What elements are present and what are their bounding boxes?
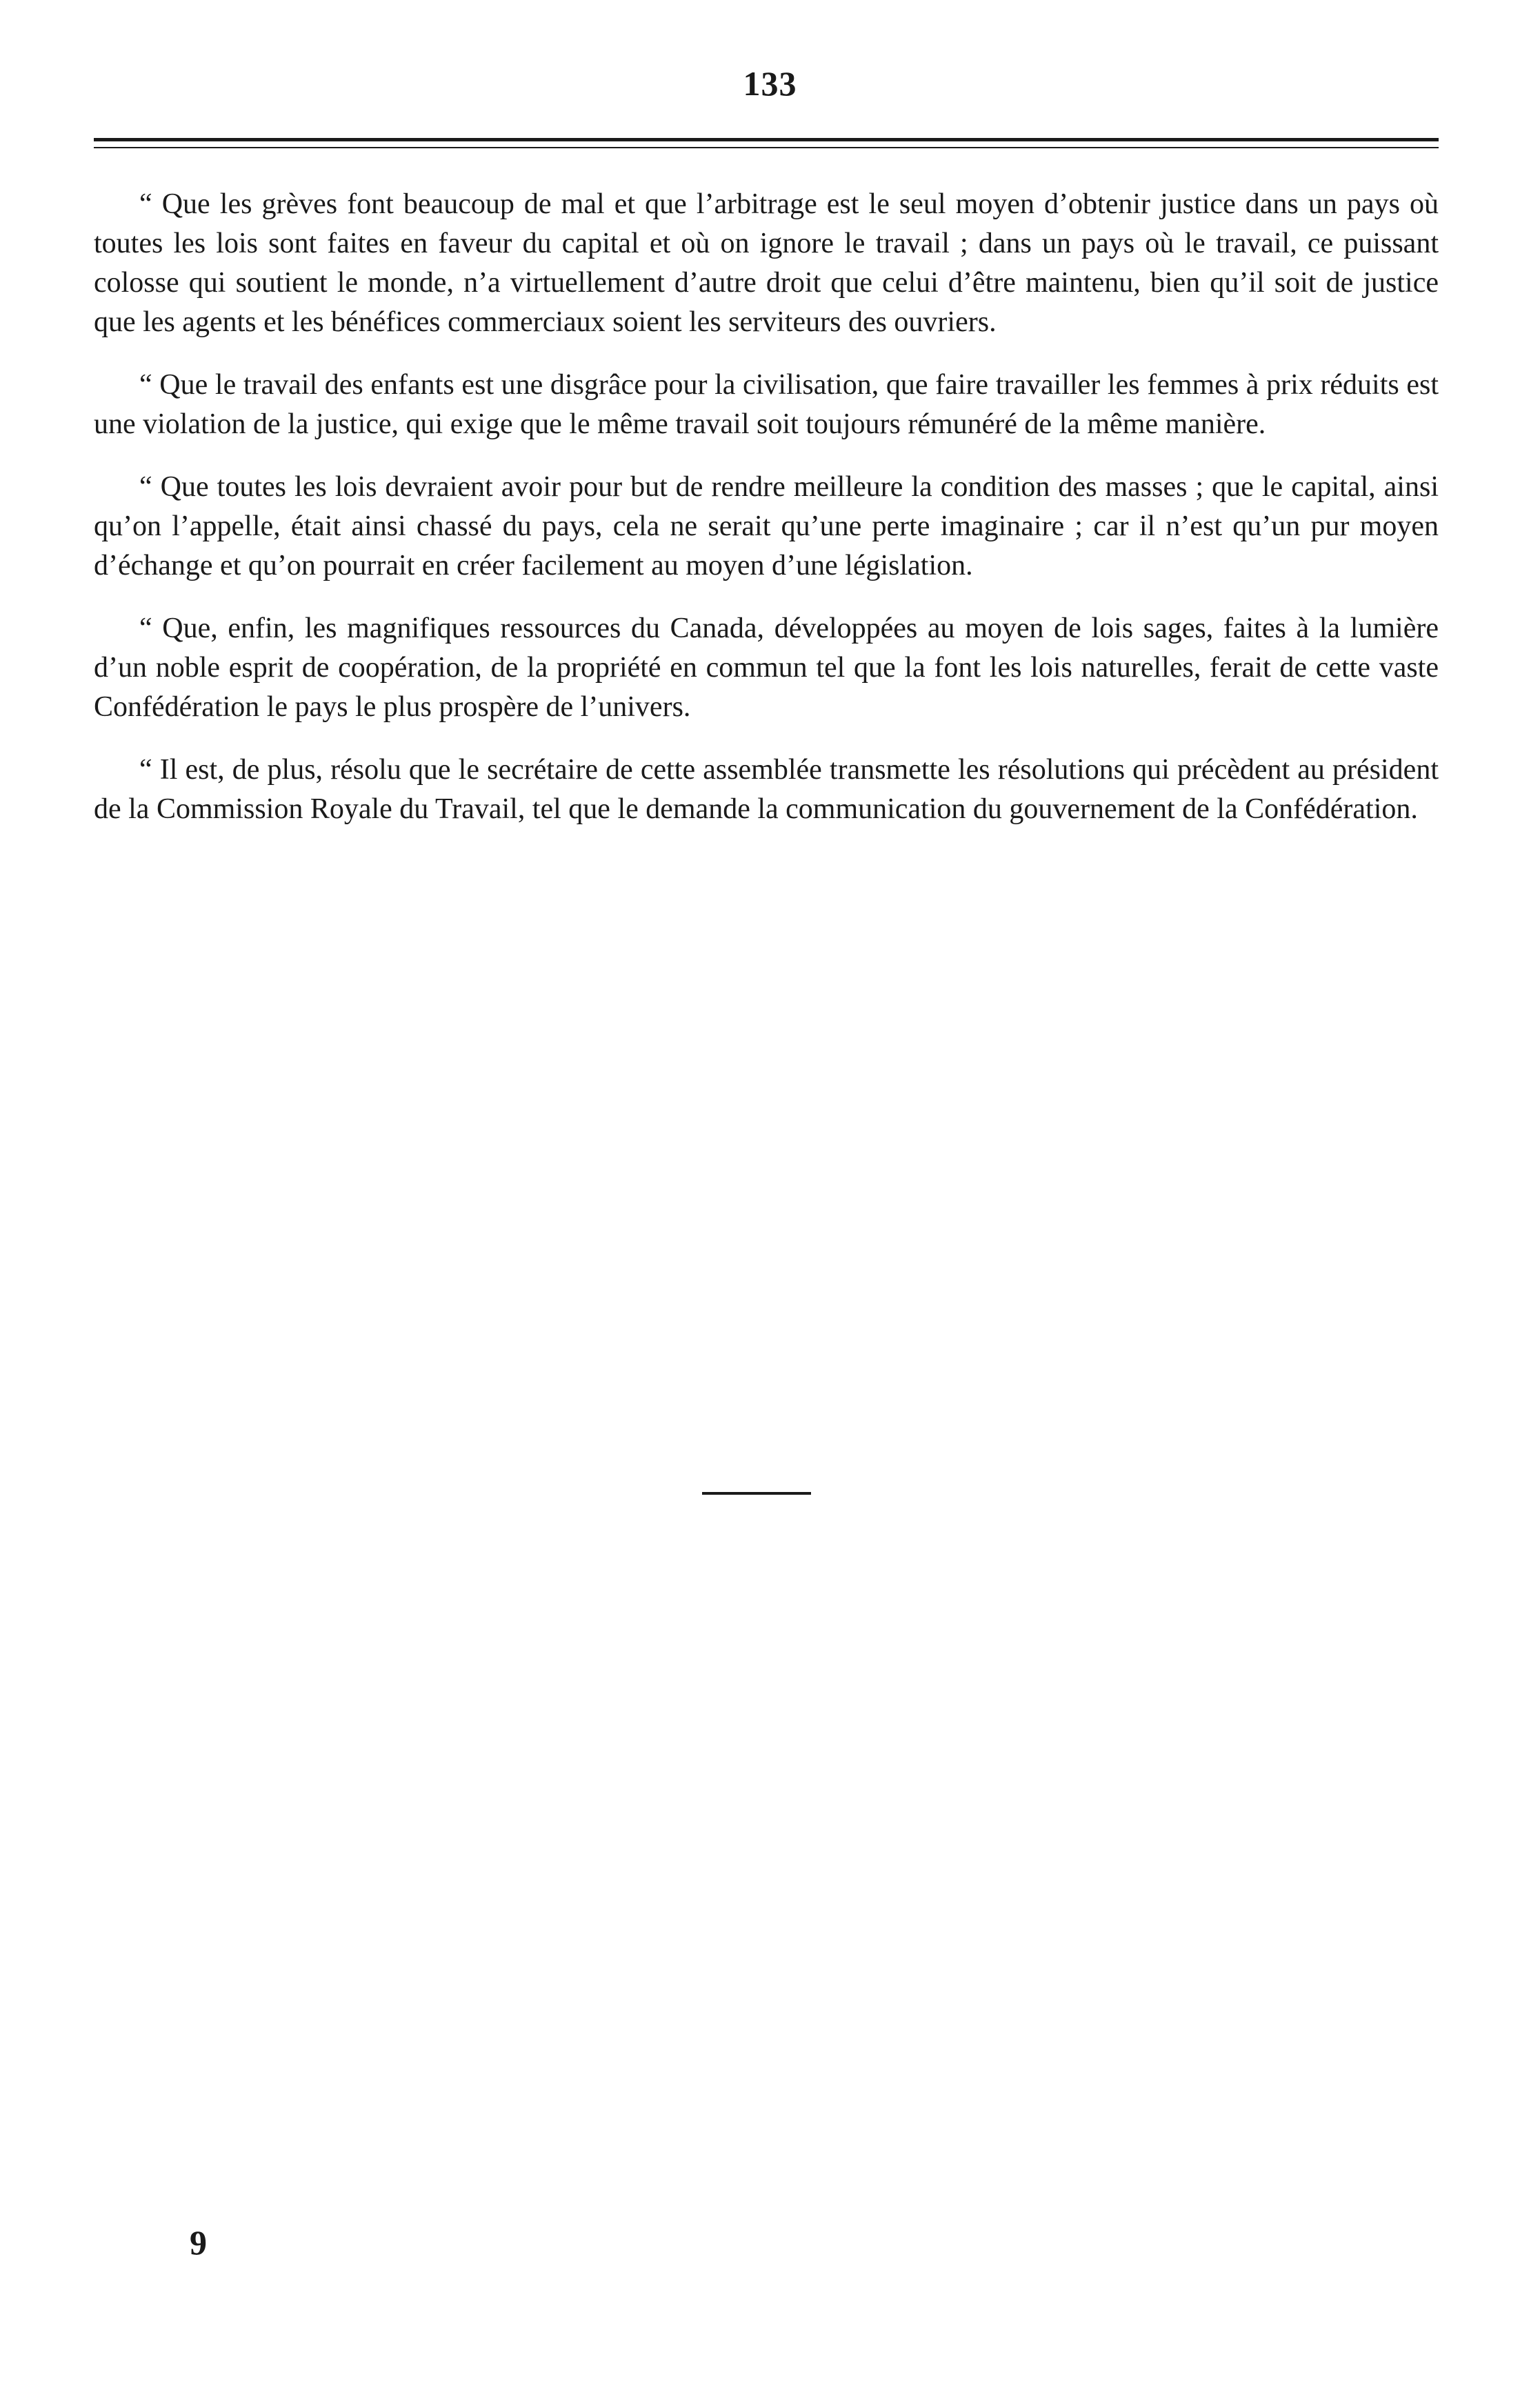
- section-end-rule: [702, 1492, 811, 1495]
- signature-mark: 9: [190, 2223, 207, 2262]
- header-rule-thick: [94, 138, 1439, 141]
- body-text: [94, 185, 1439, 853]
- paragraph-lois-masses: “ Que toutes les lois devraient avoir pour but de rendre meilleure la condition des masses ; que le capital, ainsi qu’on l’appelle, était ainsi chassé du pays, cela ne serait qu’une perte imaginaire ; car il n’est qu’un pur moyen d’échange et qu’on pourrait en créer facilement au moyen d’une législation.: [94, 471, 1439, 581]
- paragraph-travail-enfants: “ Que le travail des enfants est une disgrâce pour la civilisation, que faire travailler les femmes à prix réduits est une violation de la justice, qui exige que le même travail soit toujours rémunéré de la même manière.: [94, 369, 1439, 440]
- paragraph-ressources-canada: “ Que, enfin, les magnifiques ressources du Canada, développées au moyen de lois sages, faites à la lumière d’un noble esprit de coopération, de la propriété en commun tel que la font les lois naturelles, ferait de cette vaste Confédération le pays le plus prospère de l’univers.: [94, 613, 1439, 723]
- page-number: 133: [743, 64, 797, 103]
- header-rule-thin: [94, 147, 1439, 148]
- paragraph-resolution-transmise: “ Il est, de plus, résolu que le secrétaire de cette assemblée transmette les résolutions qui précèdent au président de la Commission Royale du Travail, tel que le demande la communication du gouvernement de la Confédération.: [94, 754, 1439, 825]
- paragraph-greves: “ Que les grèves font beaucoup de mal et que l’arbitrage est le seul moyen d’obtenir justice dans un pays où toutes les lois sont faites en faveur du capital et où on ignore le travail ; dans un pays où le travail, ce puissant colosse qui soutient le monde, n’a virtuellement d’autre droit que celui d’être maintenu, bien qu’il soit de justice que les agents et les bénéfices commerciaux soient les serviteurs des ouvriers.: [94, 188, 1439, 338]
